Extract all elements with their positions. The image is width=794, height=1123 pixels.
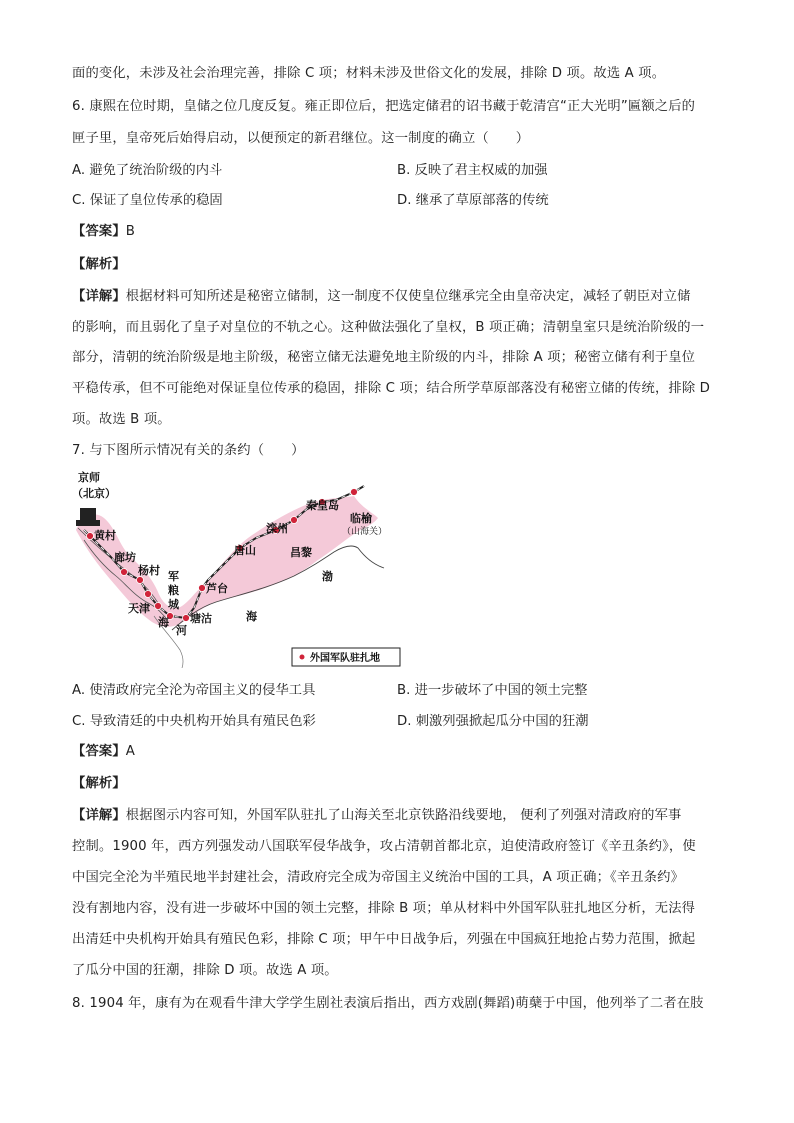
q6-option-d: D. 继承了草原部落的传统: [397, 193, 549, 208]
q7-answer: [72, 742, 732, 762]
q6-analysis-label: [72, 255, 732, 275]
map-label-changli: 昌黎: [290, 546, 312, 559]
analysis-label: 【解析】: [72, 776, 126, 791]
map-label-linyu: 临榆: [350, 512, 372, 525]
text-line: 面的变化，未涉及社会治理完善，排除 C 项；材料未涉及世俗文化的发展，排除 D 项。故选 A 项。: [72, 66, 666, 81]
question-6-line-1: 6. 康熙在位时期，皇储之位几度反复。雍正即位后，把选定储君的诏书藏于乾清宫“正大光明”匾额之后的: [72, 99, 696, 114]
map-label-bo: 渤: [322, 570, 333, 583]
q6-detail-line-5: 项。故选 B 项。: [72, 412, 171, 427]
station-dot: [87, 533, 94, 540]
map-label-langfang: 廊坊: [114, 551, 136, 564]
q7-detail-line-4: 没有割地内容，没有进一步破坏中国的领土完整，排除 B 项；单从材料中外国军队驻扎地区分析，无法得: [72, 901, 696, 916]
station-dot: [137, 577, 144, 584]
station-dot: [155, 603, 162, 610]
map-label-shanhaiguan: （山海关）: [342, 527, 388, 537]
legend-dot: [300, 655, 305, 660]
station-dot: [183, 615, 190, 622]
map-label-junliang-2: 粮: [168, 584, 179, 597]
answer-value: B: [125, 224, 136, 239]
station-dot: [199, 585, 206, 592]
q6-detail-line-1: [72, 287, 732, 307]
map-label-qinhuangdao: 秦皇岛: [306, 499, 339, 512]
answer-label: 【答案】: [72, 224, 126, 239]
map-label-yangcun: 杨村: [138, 564, 160, 577]
q6-option-c: C. 保证了皇位传承的稳固: [72, 193, 223, 208]
map-label-lutai: 芦台: [206, 582, 228, 595]
question-8: 8. 1904 年，康有为在观看牛津大学学生剧社表演后指出，西方戏剧(舞蹈)萌蘖于中国，他列举了二者在肢: [72, 996, 704, 1011]
map-label-capital-paren: （北京）: [72, 487, 116, 500]
station-dot: [145, 591, 152, 598]
q7-option-d: D. 刺激列强掀起瓜分中国的狂潮: [397, 714, 589, 729]
q6-detail-line-3: 部分，清朝的统治阶级是地主阶级，秘密立储无法避免地主阶级的内斗，排除 A 项；秘密立储有利于皇位: [72, 350, 696, 365]
q7-option-b: B. 进一步破坏了中国的领土完整: [397, 683, 588, 698]
q6-answer: [72, 222, 732, 242]
answer-label: 【答案】: [72, 744, 126, 759]
map-label-junliang-3: 城: [168, 598, 179, 611]
map-legend-text: 外国军队驻扎地: [310, 653, 380, 664]
q7-detail-line-3: 中国完全沦为半殖民地半封建社会，清政府完全成为帝国主义统治中国的工具，A 项正确；《辛丑条约》: [72, 870, 685, 885]
q7-option-c: C. 导致清廷的中央机构开始具有殖民色彩: [72, 714, 316, 729]
map-label-luanzhou: 滦州: [266, 522, 288, 535]
map-label-tangshan: 唐山: [234, 544, 256, 557]
detail-label: 【详解】: [72, 808, 126, 823]
station-dot: [351, 489, 358, 496]
detail-text: 根据图示内容可知，外国军队驻扎了山海关至北京铁路沿线要地， 便利了列强对清政府的军事: [125, 808, 682, 823]
map-label-hai: 海: [246, 610, 257, 623]
map-label-tanggu: 塘沽: [190, 612, 212, 625]
q7-option-a: A. 使清政府完全沦为帝国主义的侵华工具: [72, 683, 316, 698]
q7-detail-line-5: 出清廷中央机构开始具有殖民色彩，排除 C 项；甲午中日战争后，列强在中国疯狂地抢占势力范围，掀起: [72, 932, 696, 947]
answer-value: A: [125, 744, 136, 759]
map-label-huangcun: 黄村: [94, 529, 116, 542]
q6-detail-line-2: 的影响，而且弱化了皇子对皇位的不轨之心。这种做法强化了皇权，B 项正确；清朝皇室只是统治阶级的一: [72, 320, 705, 335]
station-dot: [121, 569, 128, 576]
q6-option-a: A. 避免了统治阶级的内斗: [72, 163, 223, 178]
q6-detail-line-4: 平稳传承，但不可能绝对保证皇位传承的稳固，排除 C 项；结合所学草原部落没有秘密立储的传统，排除 D: [72, 381, 711, 396]
detail-label: 【详解】: [72, 289, 126, 304]
map-label-haihe-1: 海: [158, 616, 169, 629]
q7-analysis-label: [72, 774, 732, 794]
q7-detail-line-1: [72, 806, 732, 826]
map-label-haihe-2: 河: [176, 624, 187, 637]
station-dot: [291, 517, 298, 524]
detail-text: 根据材料可知所述是秘密立储制，这一制度不仅使皇位继承完全由皇帝决定，减轻了朝臣对立储: [125, 289, 691, 304]
railway-map: [72, 468, 402, 668]
analysis-label: 【解析】: [72, 257, 126, 272]
q6-option-b: B. 反映了君主权威的加强: [397, 163, 548, 178]
map-label-tianjin: 天津: [128, 602, 150, 615]
question-7: 7. 与下图所示情况有关的条约（ ）: [72, 443, 305, 458]
map-label-junliang-1: 军: [168, 570, 179, 583]
question-6-line-2: 匣子里，皇帝死后始得启动，以便预定的新君继位。这一制度的确立（ ）: [72, 131, 530, 146]
q7-detail-line-2: 控制。1900 年，西方列强发动八国联军侵华战争，攻占清朝首都北京，迫使清政府签订《辛丑条约》，使: [72, 839, 696, 854]
map-label-capital: 京师: [78, 471, 100, 484]
q7-detail-line-6: 了瓜分中国的狂潮，排除 D 项。故选 A 项。: [72, 963, 338, 978]
